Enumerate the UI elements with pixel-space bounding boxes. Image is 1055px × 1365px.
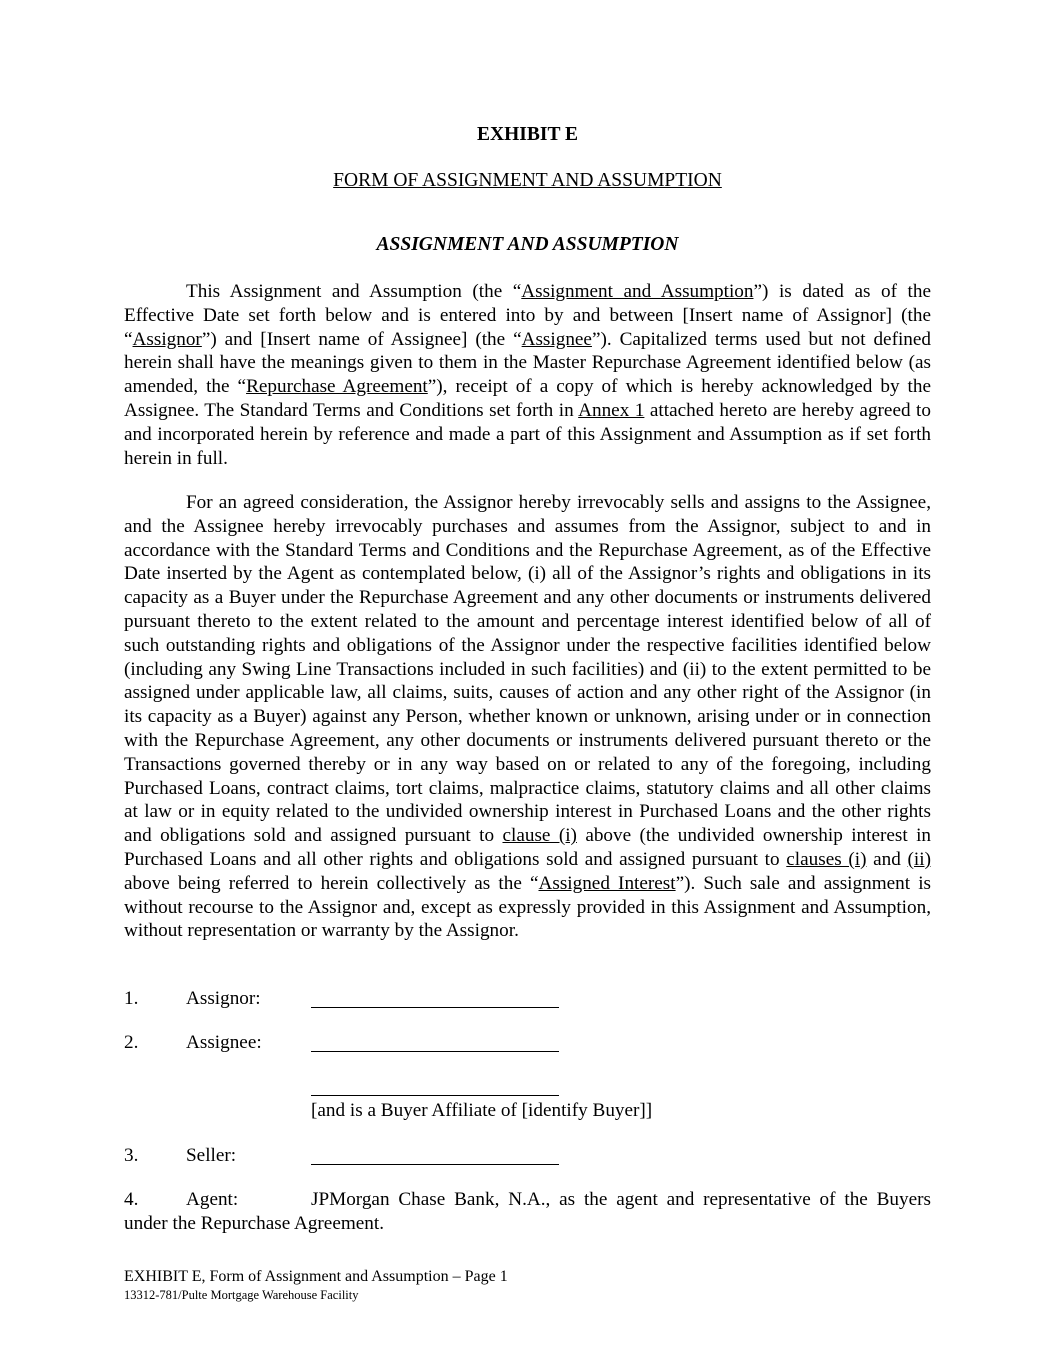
agent-value: JPMorgan Chase Bank, N.A., as the agent and representative of the Buyers <box>311 1189 931 1210</box>
clause-reference: clauses (i) <box>786 848 867 870</box>
seller-blank-line <box>311 1164 559 1165</box>
item-number: 1. <box>124 988 139 1009</box>
defined-term: Assignee <box>521 328 592 350</box>
annex-reference: Annex 1 <box>578 399 645 421</box>
item-number: 2. <box>124 1032 139 1053</box>
paragraph-consideration: For an agreed consideration, the Assignor hereby irrevocably sells and assigns to the Assignee, and the Assignee hereby irrevocably purchases and assumes from the Assignor, subject to and in accordance with the Standard Terms and Conditions and the Repurchase Agreement, as of the Effective Date inserted by the Agent as contemplated below, (i) all of the Assignor’s rights and obligations in its capacity as a Buyer under the Repurchase Agreement and any other documents or instruments delivered pursuant thereto to the extent related to the amount and percentage interest identified below of all of such outstanding rights and obligations of the Assignor under the respective facilities identified below (including any Swing Line Transactions included in such facilities) and (ii) to the extent permitted to be assigned under applicable law, all claims, suits, causes of action and any other right of the Assignor (in its capacity as a Buyer) against any Person, whether known or unknown, arising under or in connection with the Repurchase Agreement, any other documents or instruments delivered pursuant thereto or the Transactions governed thereby or in any way based on or related to any of the foregoing, including Purchased Loans, contract claims, tort claims, malpractice claims, statutory claims and all other claims at law or in equity related to the undivided ownership interest in Purchased Loans and the other rights and obligations sold and assigned pursuant to clause (i) above (the undivided ownership interest in Purchased Loans and all other rights and obligations sold and assigned pursuant to clauses (i) and (ii) above being referred to herein collectively as the “Assigned Interest”). Such sale and assignment is without recourse to the Assignor and, except as expressly provided in this Assignment and Assumption, without representation or warranty by the Assignor. <box>124 492 931 942</box>
defined-term: Repurchase Agreement <box>246 376 428 398</box>
seller-item <box>124 1144 931 1174</box>
defined-term: Assignor <box>132 328 202 350</box>
assignor-blank-line <box>311 1007 559 1008</box>
item-number: 4. <box>124 1189 139 1210</box>
item-number: 3. <box>124 1145 139 1166</box>
item-label: Agent: <box>186 1189 239 1210</box>
assignor-item <box>124 987 931 1017</box>
assignee-affiliate-note: [and is a Buyer Affiliate of [identify Buyer]] <box>311 1100 653 1121</box>
form-title: FORM OF ASSIGNMENT AND ASSUMPTION <box>333 170 722 191</box>
assignee-item <box>124 1031 931 1061</box>
footer-page-label: EXHIBIT E, Form of Assignment and Assumption – Page 1 <box>124 1268 508 1285</box>
paragraph-intro: This Assignment and Assumption (the “Assignment and Assumption”) is dated as of the Effective Date set forth below and is entered into by and between [Insert name of Assignor] (the “Assignor”) and [Insert name of Assignee] (the “Assignee”). Capitalized terms used but not defined herein shall have the meanings given to them in the Master Repurchase Agreement identified below (as amended, the “Repurchase Agreement”), receipt of a copy of which is hereby acknowledged by the Assignee. The Standard Terms and Conditions set forth in Annex 1 attached hereto are hereby agreed to and incorporated herein by reference and made a part of this Assignment and Assumption as if set forth herein in full. <box>124 281 932 469</box>
clause-reference: (ii) <box>907 848 931 870</box>
defined-term: Assignment and Assumption <box>521 281 754 302</box>
assignee-affiliate-blank-line <box>311 1095 559 1096</box>
agent-value-continued: under the Repurchase Agreement. <box>124 1213 384 1234</box>
item-label: Assignor: <box>186 988 261 1009</box>
item-label: Assignee: <box>186 1032 262 1053</box>
exhibit-title: EXHIBIT E <box>477 124 578 145</box>
footer-document-id: 13312-781/Pulte Mortgage Warehouse Facility <box>124 1288 359 1302</box>
defined-term: Assigned Interest <box>538 872 676 894</box>
clause-reference: clause (i) <box>502 825 577 847</box>
agent-item <box>124 1188 931 1212</box>
item-label: Seller: <box>186 1145 237 1166</box>
assignee-blank-line <box>311 1051 559 1052</box>
section-title: ASSIGNMENT AND ASSUMPTION <box>376 234 679 255</box>
